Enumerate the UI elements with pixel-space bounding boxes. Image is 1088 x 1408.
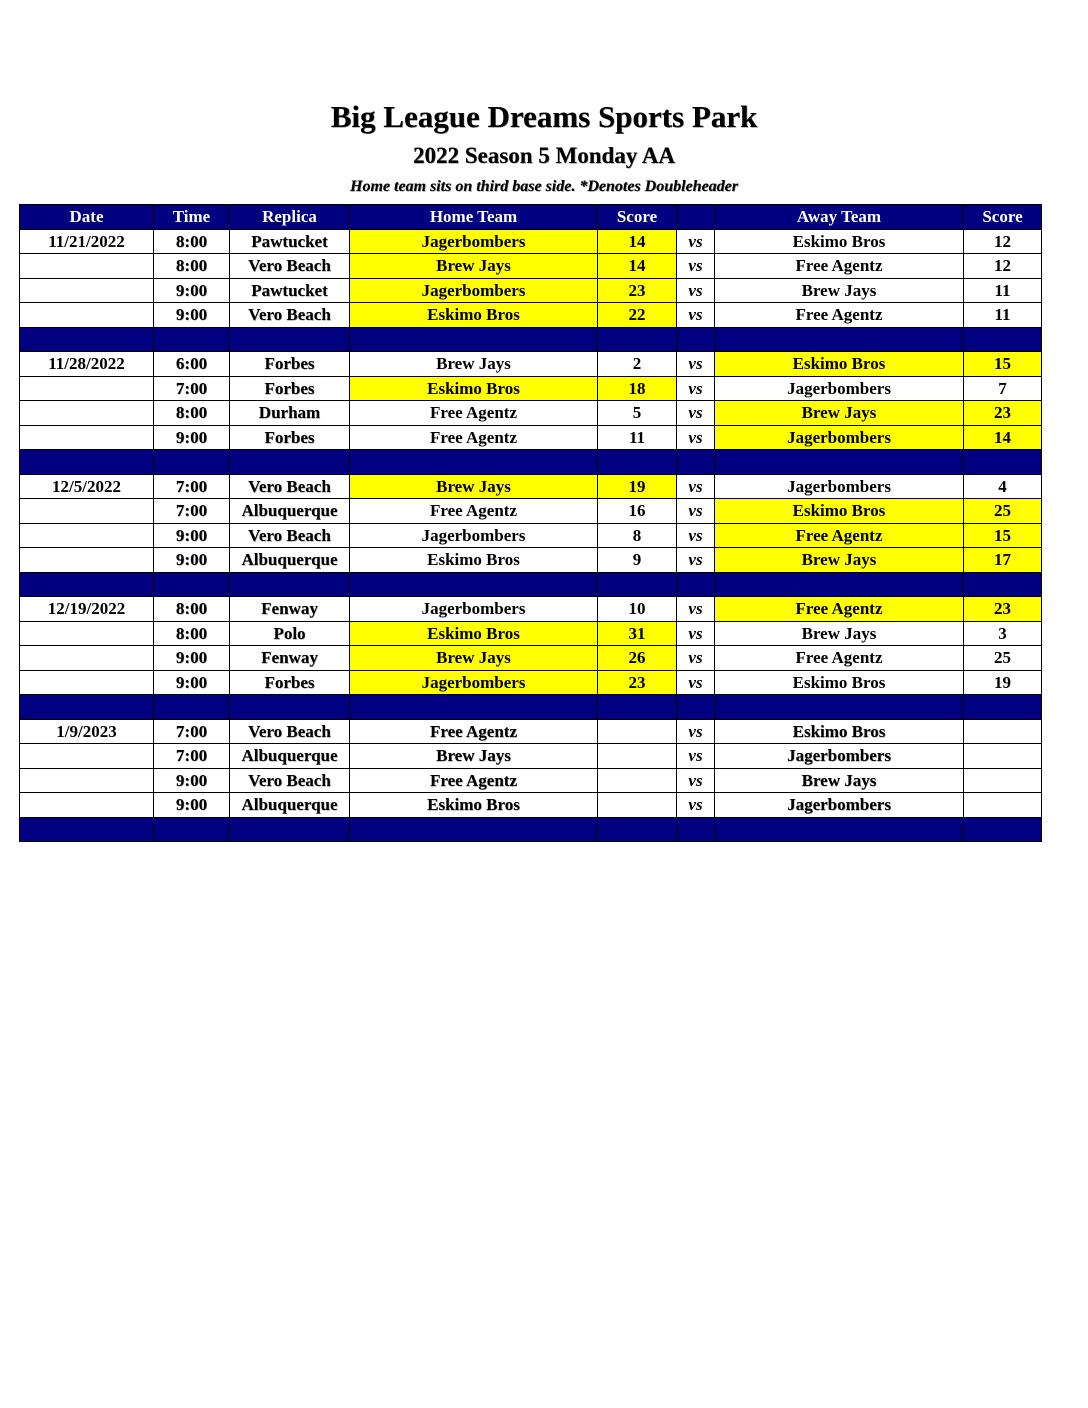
separator-cell [230,450,350,475]
home-score [598,768,677,793]
vs-label: vs [677,548,715,573]
separator-cell [230,572,350,597]
away-team: Free Agentz [715,597,964,622]
week-separator-row [20,695,1042,720]
separator-cell [20,327,154,352]
header-replica: Replica [230,205,350,230]
home-team: Jagerbombers [350,523,598,548]
game-replica-field: Fenway [230,597,350,622]
game-row [20,474,1042,499]
game-replica-field: Polo [230,621,350,646]
away-team: Brew Jays [715,401,964,426]
separator-cell [230,327,350,352]
separator-cell [154,450,230,475]
home-score: 14 [598,254,677,279]
vs-label: vs [677,597,715,622]
home-score: 10 [598,597,677,622]
separator-cell [715,572,964,597]
game-replica-field: Pawtucket [230,278,350,303]
separator-cell [154,572,230,597]
separator-cell [677,695,715,720]
away-score: 23 [964,597,1042,622]
game-replica-field: Forbes [230,352,350,377]
away-team: Jagerbombers [715,474,964,499]
vs-label: vs [677,376,715,401]
vs-label: vs [677,401,715,426]
home-team: Free Agentz [350,425,598,450]
home-score: 11 [598,425,677,450]
game-time: 7:00 [154,744,230,769]
game-row [20,229,1042,254]
separator-cell [350,817,598,842]
away-score: 12 [964,229,1042,254]
home-score: 23 [598,278,677,303]
game-time: 7:00 [154,499,230,524]
home-team: Brew Jays [350,744,598,769]
vs-label: vs [677,670,715,695]
away-team: Free Agentz [715,646,964,671]
vs-label: vs [677,499,715,524]
home-score [598,793,677,818]
game-date [20,254,154,279]
vs-label: vs [677,425,715,450]
page-title: Big League Dreams Sports Park [330,99,758,134]
away-team: Brew Jays [715,621,964,646]
game-replica-field: Forbes [230,376,350,401]
away-team: Free Agentz [715,254,964,279]
separator-cell [715,695,964,720]
page-subtitle: 2022 Season 5 Monday AA [413,143,675,168]
separator-cell [350,572,598,597]
away-score: 14 [964,425,1042,450]
game-date: 1/9/2023 [20,719,154,744]
game-date [20,376,154,401]
separator-cell [598,327,677,352]
away-team: Jagerbombers [715,376,964,401]
home-score: 5 [598,401,677,426]
away-score [964,768,1042,793]
game-date [20,278,154,303]
separator-cell [964,572,1042,597]
game-row [20,278,1042,303]
game-date [20,303,154,328]
separator-cell [230,817,350,842]
vs-label: vs [677,229,715,254]
game-time: 7:00 [154,376,230,401]
separator-cell [677,450,715,475]
home-team: Jagerbombers [350,597,598,622]
game-date [20,646,154,671]
home-team: Free Agentz [350,401,598,426]
separator-cell [350,450,598,475]
game-row [20,621,1042,646]
vs-label: vs [677,719,715,744]
separator-cell [154,327,230,352]
game-row [20,499,1042,524]
vs-label: vs [677,523,715,548]
vs-label: vs [677,303,715,328]
home-score: 9 [598,548,677,573]
header-vs [677,205,715,230]
game-time: 9:00 [154,793,230,818]
vs-label: vs [677,793,715,818]
away-team: Eskimo Bros [715,670,964,695]
game-row [20,670,1042,695]
vs-label: vs [677,768,715,793]
game-date [20,793,154,818]
game-replica-field: Pawtucket [230,229,350,254]
game-date [20,425,154,450]
separator-cell [715,450,964,475]
separator-cell [350,695,598,720]
vs-label: vs [677,352,715,377]
game-time: 9:00 [154,768,230,793]
game-time: 9:00 [154,548,230,573]
away-score: 11 [964,303,1042,328]
away-team: Eskimo Bros [715,229,964,254]
game-replica-field: Vero Beach [230,523,350,548]
game-date: 11/28/2022 [20,352,154,377]
game-row [20,303,1042,328]
game-time: 8:00 [154,597,230,622]
home-score: 23 [598,670,677,695]
game-row [20,744,1042,769]
game-replica-field: Fenway [230,646,350,671]
separator-cell [715,817,964,842]
home-team: Brew Jays [350,474,598,499]
home-team: Eskimo Bros [350,376,598,401]
vs-label: vs [677,744,715,769]
game-row [20,793,1042,818]
game-date: 12/19/2022 [20,597,154,622]
game-row [20,254,1042,279]
schedule-note: Home team sits on third base side. *Denotes Doubleheader [350,178,738,195]
game-time: 8:00 [154,229,230,254]
game-date [20,621,154,646]
away-score: 25 [964,499,1042,524]
game-row [20,719,1042,744]
separator-cell [598,695,677,720]
game-row [20,376,1042,401]
separator-cell [20,572,154,597]
game-date: 11/21/2022 [20,229,154,254]
home-score [598,744,677,769]
game-time: 9:00 [154,425,230,450]
away-team: Eskimo Bros [715,352,964,377]
away-score: 12 [964,254,1042,279]
game-date: 12/5/2022 [20,474,154,499]
away-score [964,744,1042,769]
game-replica-field: Vero Beach [230,303,350,328]
game-time: 7:00 [154,719,230,744]
away-team: Jagerbombers [715,425,964,450]
schedule-table [19,204,1042,842]
header-row [20,205,1042,230]
home-team: Jagerbombers [350,229,598,254]
vs-label: vs [677,474,715,499]
header-away-score: Score [964,205,1042,230]
home-score: 31 [598,621,677,646]
game-date [20,548,154,573]
away-team: Brew Jays [715,548,964,573]
game-replica-field: Forbes [230,425,350,450]
separator-cell [20,695,154,720]
game-row [20,401,1042,426]
game-row [20,352,1042,377]
home-team: Free Agentz [350,768,598,793]
vs-label: vs [677,278,715,303]
game-row [20,548,1042,573]
away-score: 3 [964,621,1042,646]
away-score: 15 [964,523,1042,548]
away-team: Free Agentz [715,303,964,328]
separator-cell [598,572,677,597]
vs-label: vs [677,646,715,671]
away-team: Brew Jays [715,278,964,303]
separator-cell [964,695,1042,720]
header-date: Date [20,205,154,230]
game-time: 8:00 [154,621,230,646]
home-team: Jagerbombers [350,278,598,303]
away-score: 17 [964,548,1042,573]
away-score: 11 [964,278,1042,303]
game-replica-field: Vero Beach [230,768,350,793]
separator-cell [964,817,1042,842]
game-replica-field: Albuquerque [230,793,350,818]
separator-cell [598,450,677,475]
header-home-team: Home Team [350,205,598,230]
game-date [20,768,154,793]
game-replica-field: Albuquerque [230,499,350,524]
week-separator-row [20,817,1042,842]
vs-label: vs [677,254,715,279]
vs-label: vs [677,621,715,646]
week-separator-row [20,327,1042,352]
separator-cell [350,327,598,352]
away-team: Jagerbombers [715,744,964,769]
separator-cell [677,817,715,842]
header-away-team: Away Team [715,205,964,230]
game-replica-field: Albuquerque [230,548,350,573]
game-replica-field: Durham [230,401,350,426]
separator-cell [964,327,1042,352]
game-date [20,670,154,695]
game-replica-field: Albuquerque [230,744,350,769]
away-team: Free Agentz [715,523,964,548]
game-replica-field: Vero Beach [230,719,350,744]
home-team: Eskimo Bros [350,793,598,818]
game-time: 8:00 [154,254,230,279]
schedule-body [20,229,1042,842]
game-date [20,523,154,548]
game-time: 9:00 [154,278,230,303]
home-team: Free Agentz [350,499,598,524]
game-date [20,744,154,769]
game-row [20,646,1042,671]
home-score [598,719,677,744]
game-row [20,597,1042,622]
home-score: 8 [598,523,677,548]
home-score: 14 [598,229,677,254]
game-replica-field: Vero Beach [230,474,350,499]
away-score: 7 [964,376,1042,401]
game-date [20,499,154,524]
away-score: 23 [964,401,1042,426]
home-score: 2 [598,352,677,377]
away-score: 19 [964,670,1042,695]
game-row [20,768,1042,793]
home-team: Brew Jays [350,352,598,377]
away-score [964,793,1042,818]
game-row [20,523,1042,548]
separator-cell [20,817,154,842]
header-home-score: Score [598,205,677,230]
game-row [20,425,1042,450]
home-team: Eskimo Bros [350,548,598,573]
game-time: 9:00 [154,670,230,695]
game-replica-field: Forbes [230,670,350,695]
home-score: 22 [598,303,677,328]
home-score: 26 [598,646,677,671]
away-team: Jagerbombers [715,793,964,818]
separator-cell [715,327,964,352]
away-score: 15 [964,352,1042,377]
home-team: Free Agentz [350,719,598,744]
separator-cell [677,572,715,597]
game-time: 8:00 [154,401,230,426]
separator-cell [20,450,154,475]
separator-cell [677,327,715,352]
away-score: 25 [964,646,1042,671]
away-score: 4 [964,474,1042,499]
home-score: 16 [598,499,677,524]
game-time: 9:00 [154,646,230,671]
separator-cell [598,817,677,842]
game-time: 7:00 [154,474,230,499]
home-team: Eskimo Bros [350,303,598,328]
game-replica-field: Vero Beach [230,254,350,279]
game-date [20,401,154,426]
home-team: Eskimo Bros [350,621,598,646]
away-score [964,719,1042,744]
home-team: Brew Jays [350,254,598,279]
game-time: 6:00 [154,352,230,377]
home-team: Brew Jays [350,646,598,671]
game-time: 9:00 [154,303,230,328]
separator-cell [964,450,1042,475]
separator-cell [154,817,230,842]
home-score: 18 [598,376,677,401]
home-score: 19 [598,474,677,499]
week-separator-row [20,450,1042,475]
game-time: 9:00 [154,523,230,548]
separator-cell [154,695,230,720]
home-team: Jagerbombers [350,670,598,695]
away-team: Eskimo Bros [715,719,964,744]
week-separator-row [20,572,1042,597]
away-team: Eskimo Bros [715,499,964,524]
header-time: Time [154,205,230,230]
away-team: Brew Jays [715,768,964,793]
separator-cell [230,695,350,720]
